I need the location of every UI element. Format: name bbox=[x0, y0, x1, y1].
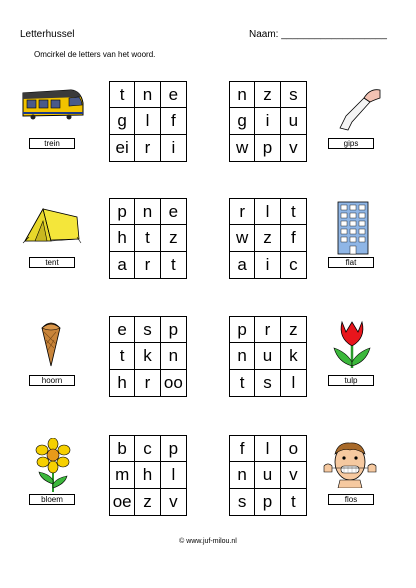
letter-cell[interactable]: v bbox=[289, 138, 298, 158]
letter-cell[interactable]: i bbox=[255, 108, 280, 134]
letter-grid bbox=[229, 316, 307, 397]
letter-cell[interactable]: u bbox=[255, 462, 280, 488]
letter-cell[interactable]: p bbox=[230, 317, 255, 343]
letter-cell[interactable]: n bbox=[230, 462, 255, 488]
letter-cell[interactable]: a bbox=[110, 252, 135, 278]
letter-cell[interactable]: z bbox=[135, 489, 160, 515]
letter-cell[interactable]: e bbox=[161, 199, 186, 225]
letter-cell[interactable]: p bbox=[161, 436, 186, 462]
letter-cell[interactable]: k bbox=[281, 343, 306, 369]
letter-grid bbox=[109, 435, 187, 516]
letter-grid bbox=[229, 435, 307, 516]
ice-cream-cone-icon bbox=[40, 318, 62, 368]
letter-cell[interactable]: oo bbox=[163, 373, 183, 393]
letter-cell[interactable]: z bbox=[255, 225, 280, 251]
copyright-footer: © www.juf-milou.nl bbox=[179, 538, 237, 545]
letter-cell[interactable]: p bbox=[110, 199, 135, 225]
letter-cell[interactable]: ei bbox=[110, 135, 135, 161]
tent-icon bbox=[21, 203, 83, 245]
letter-cell[interactable]: n bbox=[230, 82, 255, 108]
letter-cell[interactable]: w bbox=[230, 135, 255, 161]
letter-cell[interactable]: z bbox=[255, 82, 280, 108]
letter-cell[interactable]: l bbox=[255, 199, 280, 225]
word-label: bloem bbox=[29, 494, 75, 505]
tulip-icon bbox=[332, 318, 372, 370]
letter-cell[interactable]: n bbox=[161, 343, 186, 369]
letter-cell[interactable]: t bbox=[135, 225, 160, 251]
letter-cell[interactable]: l bbox=[135, 108, 160, 134]
letter-cell[interactable]: c bbox=[289, 255, 298, 275]
letter-grid bbox=[229, 198, 307, 279]
letter-cell[interactable]: p bbox=[255, 135, 280, 161]
word-label: flat bbox=[328, 257, 374, 268]
letter-cell[interactable]: r bbox=[135, 135, 160, 161]
letter-cell[interactable]: oe bbox=[110, 489, 135, 515]
letter-cell[interactable]: f bbox=[161, 108, 186, 134]
apartment-building-icon bbox=[336, 200, 370, 256]
letter-cell[interactable]: i bbox=[171, 138, 176, 158]
letter-grid bbox=[109, 316, 187, 397]
letter-cell[interactable]: t bbox=[230, 370, 255, 396]
letter-cell[interactable]: z bbox=[161, 225, 186, 251]
letter-cell[interactable]: w bbox=[230, 225, 255, 251]
letter-cell[interactable]: n bbox=[230, 343, 255, 369]
letter-cell[interactable]: v bbox=[169, 492, 178, 512]
letter-cell[interactable]: l bbox=[291, 373, 296, 393]
letter-cell[interactable]: r bbox=[230, 199, 255, 225]
letter-cell[interactable]: n bbox=[135, 199, 160, 225]
word-label: tulp bbox=[328, 375, 374, 386]
letter-cell[interactable]: v bbox=[281, 462, 306, 488]
letter-cell[interactable]: l bbox=[255, 436, 280, 462]
letter-cell[interactable]: u bbox=[255, 343, 280, 369]
letter-cell[interactable]: h bbox=[110, 225, 135, 251]
letter-cell[interactable]: p bbox=[161, 317, 186, 343]
letter-cell[interactable]: l bbox=[161, 462, 186, 488]
worksheet-title: Letterhussel bbox=[20, 29, 75, 40]
word-label: hoorn bbox=[29, 375, 75, 386]
letter-cell[interactable]: s bbox=[135, 317, 160, 343]
letter-cell[interactable]: t bbox=[110, 82, 135, 108]
word-label: tent bbox=[29, 257, 75, 268]
name-field[interactable]: Naam: ___________________ bbox=[249, 29, 387, 40]
letter-cell[interactable]: b bbox=[110, 436, 135, 462]
word-label: gips bbox=[328, 138, 374, 149]
letter-cell[interactable]: h bbox=[110, 370, 135, 396]
letter-cell[interactable]: a bbox=[230, 252, 255, 278]
flossing-boy-icon bbox=[322, 438, 378, 488]
letter-grid bbox=[229, 81, 307, 162]
letter-cell[interactable]: s bbox=[255, 370, 280, 396]
plaster-cast-arm-icon bbox=[336, 86, 382, 132]
letter-cell[interactable]: i bbox=[255, 252, 280, 278]
letter-cell[interactable]: t bbox=[170, 255, 176, 275]
letter-cell[interactable]: f bbox=[281, 225, 306, 251]
letter-cell[interactable]: p bbox=[255, 489, 280, 515]
instruction-text: Omcirkel de letters van het woord. bbox=[34, 50, 156, 59]
word-label: flos bbox=[328, 494, 374, 505]
letter-cell[interactable]: g bbox=[230, 108, 255, 134]
letter-grid bbox=[109, 198, 187, 279]
letter-cell[interactable]: t bbox=[110, 343, 135, 369]
letter-cell[interactable]: t bbox=[290, 492, 296, 512]
letter-cell[interactable]: c bbox=[135, 436, 160, 462]
letter-cell[interactable]: e bbox=[110, 317, 135, 343]
letter-cell[interactable]: z bbox=[281, 317, 306, 343]
letter-cell[interactable]: f bbox=[230, 436, 255, 462]
train-icon bbox=[19, 85, 85, 121]
letter-cell[interactable]: s bbox=[281, 82, 306, 108]
word-label: trein bbox=[29, 138, 75, 149]
letter-cell[interactable]: o bbox=[281, 436, 306, 462]
flower-icon bbox=[33, 438, 73, 494]
letter-cell[interactable]: r bbox=[255, 317, 280, 343]
letter-cell[interactable]: r bbox=[135, 252, 160, 278]
letter-cell[interactable]: n bbox=[135, 82, 160, 108]
letter-cell[interactable]: m bbox=[110, 462, 135, 488]
letter-cell[interactable]: t bbox=[281, 199, 306, 225]
letter-cell[interactable]: g bbox=[110, 108, 135, 134]
letter-cell[interactable]: k bbox=[135, 343, 160, 369]
letter-cell[interactable]: s bbox=[230, 489, 255, 515]
letter-grid bbox=[109, 81, 187, 162]
letter-cell[interactable]: h bbox=[135, 462, 160, 488]
letter-cell[interactable]: u bbox=[281, 108, 306, 134]
letter-cell[interactable]: r bbox=[135, 370, 160, 396]
letter-cell[interactable]: e bbox=[161, 82, 186, 108]
